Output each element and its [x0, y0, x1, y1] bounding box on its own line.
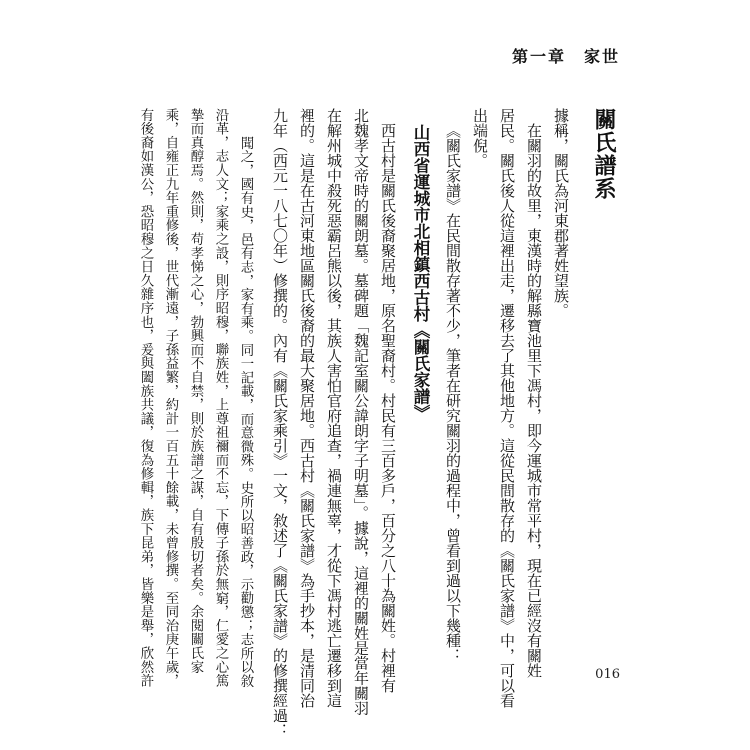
- body-line: 出端倪。: [471, 108, 489, 168]
- body-line: 居民。關氏後人從這裡出走，遷移去了其他地方。這從民間散存的《關氏家譜》中，可以看: [498, 108, 516, 708]
- body-line: 《關氏家譜》在民間散存著不少，筆者在研究關羽的過程中，曾看到過以下幾種：: [444, 123, 462, 663]
- running-head-chapter: 第一章 家世: [511, 47, 620, 66]
- subsection-line: 裡的。這是在古河東地區關氏後裔的最大聚居地。西古村《關氏家譜》為手抄本，是清同治: [298, 108, 316, 708]
- subsection-line: 北魏孝文帝時的關朗墓。墓碑題「魏記室關公諱朗字子明墓」。據說，這裡的關姓是當年關羽: [352, 108, 370, 716]
- body-line: 據稱，關氏為河東郡著姓望族。: [552, 108, 570, 318]
- subsection-line: 在解州城中殺死惡霸呂熊以後，其族人害怕官府追查，禍連無辜，才從下馮村逃亡遷移到這: [325, 108, 343, 708]
- quote-line: 有後裔如漢公，恐昭穆之日久雜序也，爰與闔族共議，復為修輯，族下昆弟，皆樂是舉，欣然許: [138, 108, 153, 688]
- body-line: 在關羽的故里，東漢時的解縣寶池里下馮村，即今運城市常平村，現在已經沒有關姓: [525, 123, 543, 678]
- quote-line: 摯而真醇焉。然則，苟孝悌之心，勃興而不自禁，則於族譜之謀，自有殷切者矣。余閱關氏家: [188, 108, 203, 674]
- subsection-line: 九年（西元一八七〇年）修撰的。內有《關氏家乘引》一文，敘述了《關氏家譜》的修撰經過：: [271, 108, 289, 738]
- section-title: 關氏譜系: [591, 108, 616, 200]
- subsection-title: 山西省運城市北相鎮西古村《關氏家譜》: [411, 124, 430, 421]
- quote-line: 沿革，志人文；家乘之設，則序昭穆，聯族姓，上尊祖禰而不忘，下傳子孫於無窮，仁愛之心篤: [213, 108, 228, 688]
- vertical-text-body: [138, 108, 622, 738]
- quote-line: 聞之，國有史，邑有志，家有乘。同一記載，而意微殊。史所以昭善政，示勸懲；志所以敘: [238, 136, 253, 688]
- quote-line: 乘，自雍正九年重修後，世代漸遠，子孫益繁，約計一百五十餘載，未曾修撰。至同治庚午歲，: [163, 108, 178, 688]
- page-number: 016: [595, 667, 620, 682]
- subsection-line: 西古村是關氏後裔聚居地，原名聖裔村。村民有三百多戶，百分之八十為關姓。村裡有: [379, 123, 397, 693]
